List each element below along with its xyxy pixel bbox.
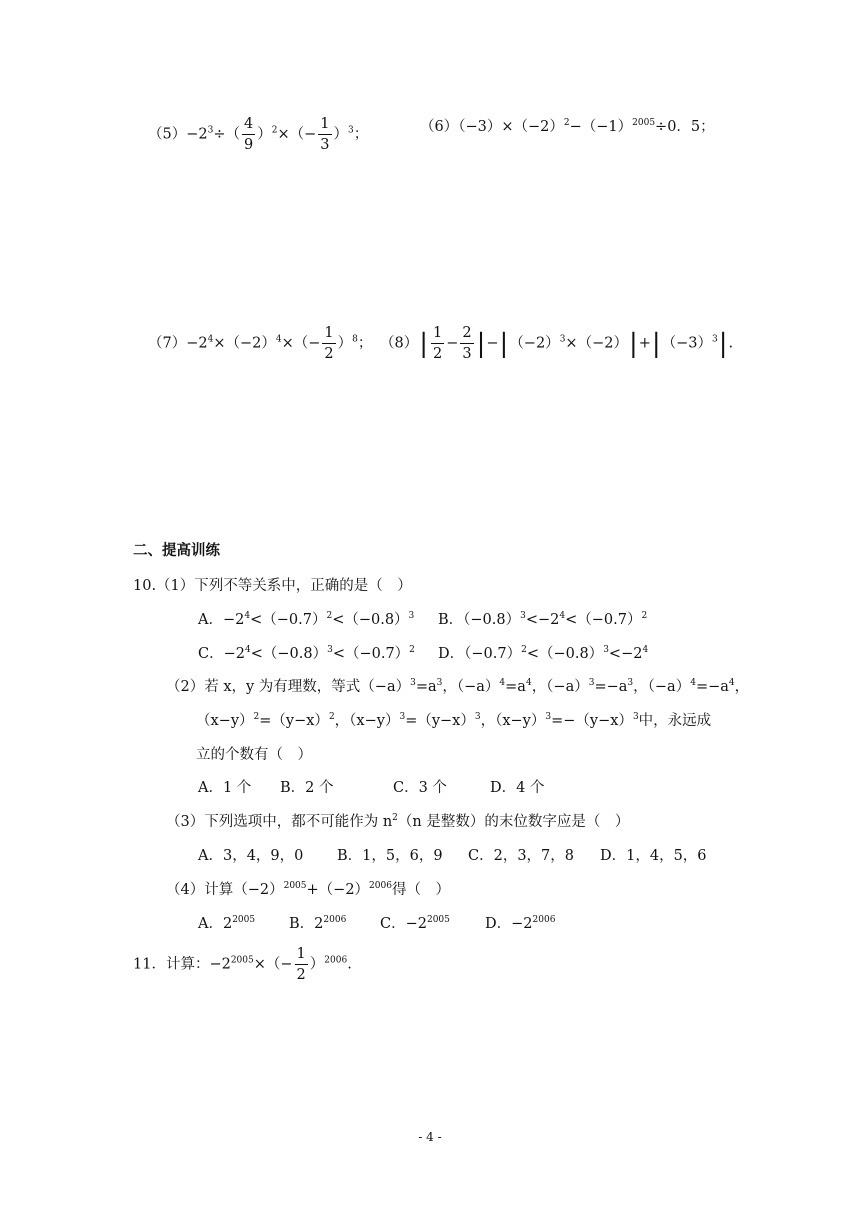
exponent: 3 [399,712,406,722]
option-b [438,610,647,630]
text: B．1，5，6，9 [337,848,443,864]
abs-bar: | [651,328,661,359]
text: ） [309,956,325,973]
text: ， [734,679,750,695]
exponent: 2005 [230,955,254,966]
text: . [347,956,352,973]
text: ） [333,126,349,143]
option-c [198,644,415,664]
denominator: 3 [320,137,330,153]
text: ） [337,335,353,352]
denominator: 9 [244,137,254,153]
text: （5）−2 [148,126,208,143]
text: <（−0.7） [250,612,327,628]
exponent: 8 [352,334,358,345]
exponent: 2006 [532,915,556,925]
text: （3）下列选项中，都不可能作为 n [166,814,393,830]
exponent: 3 [207,125,214,136]
exponent: 3 [545,712,552,722]
text: 二、提高训练 [133,542,220,559]
exponent: 3 [627,678,634,688]
option-a [198,914,255,934]
text: B．（−0.8） [438,612,521,628]
text: （8） [380,335,419,352]
exponent: 3 [520,611,526,621]
numerator: 1 [322,323,335,344]
text: A．2 [198,916,233,932]
text: （4）计算（−2） [166,882,284,898]
text: 10.（1）下列不等关系中，正确的是（ ） [133,578,412,594]
option-d [600,846,707,866]
text: <（−0.7） [565,612,642,628]
exponent: 3 [436,678,443,688]
text: （−3） [661,335,713,352]
text: <（−0.8） [250,646,328,662]
exponent: 2005 [232,915,256,925]
text: （−2） [509,335,560,352]
abs-bar: | [718,328,728,359]
text: =（y−x） [405,713,475,729]
text: =a [505,679,526,695]
exponent: 2006 [323,915,347,925]
fraction [460,323,473,364]
text: C．3 个 [393,780,447,796]
option-c [380,914,450,934]
text: D．（−0.7） [438,646,522,662]
option-b [280,778,334,798]
abs-bar: | [476,328,486,359]
text: B．2 个 [280,780,334,796]
exponent: 3 [327,645,333,655]
problem-5 [148,114,368,155]
denominator: 2 [296,967,306,983]
question-10-2-line-1 [166,677,749,697]
text: − [486,335,499,352]
text: 立的个数有（ ） [196,747,312,763]
text: （x−y） [196,713,254,729]
text: ×（−2） [213,335,276,352]
text: 得（ ） [391,882,450,898]
text: =（y−x） [259,713,329,729]
exponent: 2 [326,611,333,621]
exponent: 2005 [632,118,656,128]
text: ，（x−y） [480,713,546,729]
numerator: 2 [460,323,473,344]
text: +（−2） [306,882,370,898]
exponent: 2006 [369,881,392,891]
text: <（−0.8） [332,612,409,628]
exponent: 3 [348,125,354,136]
text: . [728,335,734,352]
denominator: 2 [433,346,443,362]
fraction [242,114,255,155]
exponent: 2 [409,645,415,655]
exponent: 4 [275,334,282,345]
exponent: 4 [728,678,735,688]
option-d [438,644,648,664]
denominator: 2 [324,346,334,362]
text: <（−0.8） [526,646,604,662]
exponent: 3 [603,645,609,655]
exponent: 2 [253,712,260,722]
question-10-2-line-2 [196,711,711,731]
text: <−2 [525,612,560,628]
text: ×（− [281,335,321,352]
fraction [295,944,308,985]
numerator: 1 [431,323,444,344]
text: （6）（−3）×（−2） [420,119,564,135]
text: D．−2 [485,916,533,932]
option-b [337,846,443,866]
option-a [198,778,251,798]
problem-6 [420,117,715,137]
option-b [289,914,346,934]
text: <（−0.7） [332,646,410,662]
exponent: 4 [207,334,214,345]
exponent: 3 [410,678,416,688]
abs-bar: | [628,328,638,359]
question-10-2-line-3 [196,745,312,765]
numerator: 1 [295,944,308,965]
exponent: 2 [392,813,398,823]
question-11 [133,944,352,985]
exponent: 3 [712,334,718,345]
text: −（−1） [569,119,633,135]
option-c [393,778,447,798]
text: C．2，3，7，8 [468,848,574,864]
text: ÷0．5； [655,119,715,135]
text: − [446,335,459,352]
text: （7）−2 [148,335,208,352]
problem-7 [148,323,372,364]
numerator: 1 [318,114,331,135]
exponent: 3 [474,712,481,722]
option-d [490,778,544,798]
exponent: 4 [244,645,251,655]
text: ； [357,335,373,352]
exponent: 4 [499,678,506,688]
text: ； [353,126,369,143]
text: ，（−a） [442,679,500,695]
option-a [198,846,303,866]
exponent: 2005 [283,881,307,891]
exponent: 2 [328,712,335,722]
question-10-4-stem [166,880,450,900]
exponent: 2 [271,125,278,136]
question-10-3-stem [166,812,629,832]
text: D．4 个 [490,780,545,796]
fraction [318,114,331,155]
denominator: 3 [462,346,472,362]
text: B．2 [289,916,324,932]
text: （2）若 x，y 为有理数，等式（−a） [166,679,411,695]
text: ×（− [277,126,317,143]
exponent: 4 [244,611,251,621]
exponent: 2 [641,611,648,621]
fraction [322,323,335,364]
text: 11．计算：−2 [133,956,231,973]
exponent: 4 [559,611,566,621]
problem-8 [380,323,733,364]
text: C．−2 [198,646,245,662]
text: =−a [695,679,729,695]
text: <−2 [608,646,643,662]
text: ，（−a） [531,679,589,695]
text: =−（y−x） [551,713,633,729]
text: ×（−2） [565,335,628,352]
text: C．−2 [380,916,427,932]
question-10-stem [133,576,412,596]
text: =a [415,679,437,695]
text: ÷（ [213,126,240,143]
fraction [431,323,444,364]
exponent: 3 [588,678,595,688]
exponent: 4 [525,678,532,688]
exponent: 2005 [426,915,450,925]
abs-bar: | [419,328,428,359]
page-number: - 4 - [418,1130,442,1144]
exponent: 3 [408,611,415,621]
exponent: 2 [521,645,527,655]
text: =−a [594,679,628,695]
text: A．3，4，9，0 [198,848,304,864]
option-a [198,610,414,630]
exponent: 4 [690,678,696,688]
exponent: 3 [632,712,639,722]
option-d [485,914,555,934]
numerator: 4 [242,114,255,135]
abs-bar: | [499,328,509,359]
section-title [133,541,220,561]
text: ，（x−y） [334,713,400,729]
exponent: 2006 [324,955,348,966]
option-c [468,846,574,866]
text: + [638,335,651,352]
text: ，（−a） [633,679,691,695]
exponent: 4 [642,645,649,655]
text: A．1 个 [198,780,252,796]
text: （n 是整数）的末位数字应是（ ） [397,814,630,830]
exponent: 2 [563,118,570,128]
text: D．1，4，5，6 [600,848,707,864]
text: A．−2 [198,612,245,628]
text: ×（− [253,956,293,973]
exponent: 3 [559,334,566,345]
text: 中，永远成 [638,713,712,729]
text: ） [257,126,272,143]
